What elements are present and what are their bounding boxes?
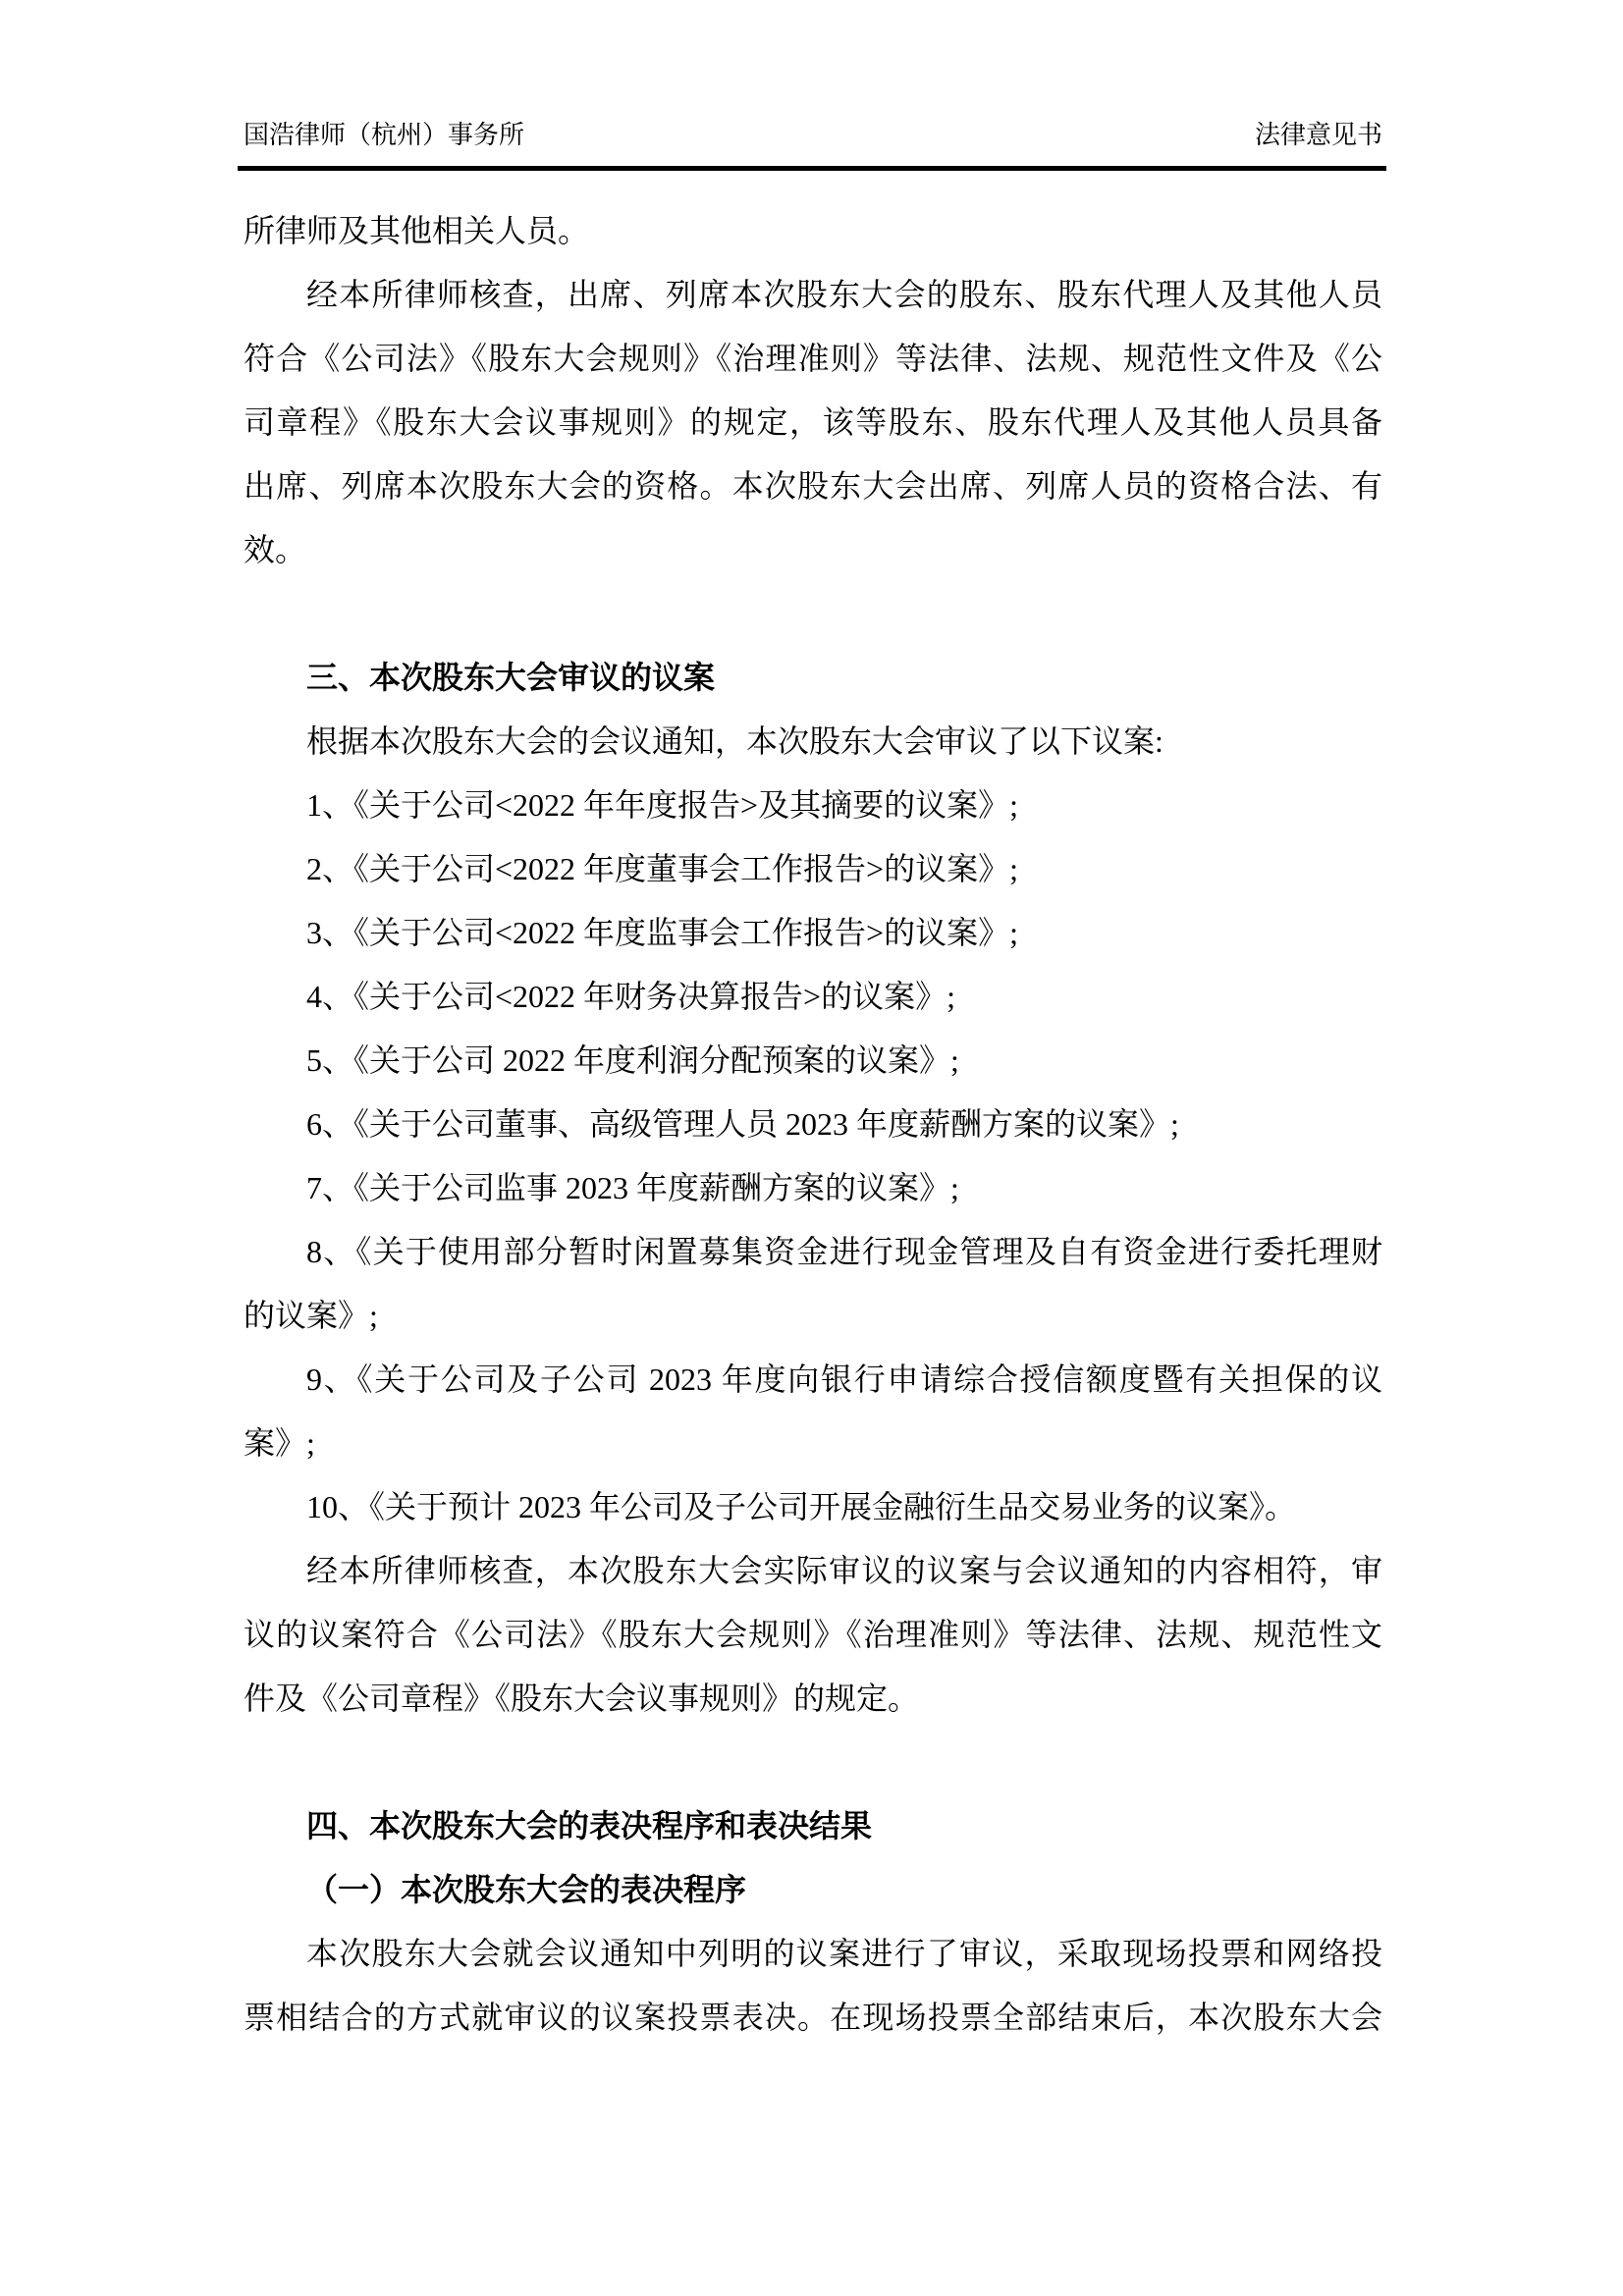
page-header: [243, 118, 1382, 153]
agenda-item-1: 1、《关于公司<2022 年年度报告>及其摘要的议案》;: [306, 787, 1018, 823]
section-four-heading: 四、本次股东大会的表决程序和表决结果: [306, 1808, 873, 1843]
agenda-item-5: 5、《关于公司 2022 年度利润分配预案的议案》;: [306, 1042, 959, 1078]
attendee-qualification-line-4: 出席、列席本次股东大会的资格。本次股东大会出席、列席人员的资格合法、有: [243, 468, 1382, 504]
attendee-qualification-line-5: 效。: [243, 532, 307, 567]
agenda-item-4: 4、《关于公司<2022 年财务决算报告>的议案》;: [306, 979, 955, 1014]
blank-line: [243, 582, 1382, 646]
agenda-item-10: 10、《关于预计 2023 年公司及子公司开展金融衍生品交易业务的议案》。: [306, 1489, 1297, 1524]
previous-paragraph-tail-line: 所律师及其他相关人员。: [243, 213, 590, 248]
agenda-item-6: 6、《关于公司董事、高级管理人员 2023 年度薪酬方案的议案》;: [306, 1106, 1179, 1142]
agenda-verification-line-2: 议的议案符合《公司法》《股东大会规则》《治理准则》等法律、法规、规范性文: [243, 1617, 1382, 1652]
attendee-qualification-line-1: 经本所律师核查，出席、列席本次股东大会的股东、股东代理人及其他人员: [306, 277, 1382, 312]
agenda-verification-line-3: 件及《公司章程》《股东大会议事规则》的规定。: [243, 1681, 920, 1716]
attendee-qualification-line-3: 司章程》《股东大会议事规则》的规定，该等股东、股东代理人及其他人员具备: [243, 404, 1382, 440]
header-divider-rule: [238, 166, 1386, 171]
voting-procedure-line-1: 本次股东大会就会议通知中列明的议案进行了审议，采取现场投票和网络投: [306, 1936, 1382, 1971]
blank-line: [243, 1731, 1382, 1794]
agenda-item-3: 3、《关于公司<2022 年度监事会工作报告>的议案》;: [306, 915, 1018, 950]
agenda-item-8-line-2: 的议案》;: [243, 1298, 378, 1333]
agenda-item-9-line-1: 9、《关于公司及子公司 2023 年度向银行申请综合授信额度暨有关担保的议: [306, 1362, 1382, 1397]
subsection-four-one-heading: （一）本次股东大会的表决程序: [306, 1872, 747, 1907]
agenda-item-8-line-1: 8、《关于使用部分暂时闲置募集资金进行现金管理及自有资金进行委托理财: [306, 1234, 1382, 1269]
agenda-intro-line: 根据本次股东大会的会议通知，本次股东大会审议了以下议案:: [306, 723, 1163, 759]
agenda-verification-line-1: 经本所律师核查，本次股东大会实际审议的议案与会议通知的内容相符，审: [306, 1553, 1382, 1588]
agenda-item-2: 2、《关于公司<2022 年度董事会工作报告>的议案》;: [306, 851, 1018, 886]
voting-procedure-line-2: 票相结合的方式就审议的议案投票表决。在现场投票全部结束后，本次股东大会: [243, 2000, 1382, 2035]
header-document-type: 法律意见书: [1254, 121, 1382, 149]
document-body: [243, 199, 1382, 2050]
header-firm-name: 国浩律师（杭州）事务所: [243, 121, 525, 149]
section-three-heading: 三、本次股东大会审议的议案: [306, 660, 716, 695]
agenda-item-9-line-2: 案》;: [243, 1425, 315, 1461]
attendee-qualification-line-2: 符合《公司法》《股东大会规则》《治理准则》等法律、法规、规范性文件及《公: [243, 341, 1382, 376]
agenda-item-7: 7、《关于公司监事 2023 年度薪酬方案的议案》;: [306, 1170, 959, 1205]
